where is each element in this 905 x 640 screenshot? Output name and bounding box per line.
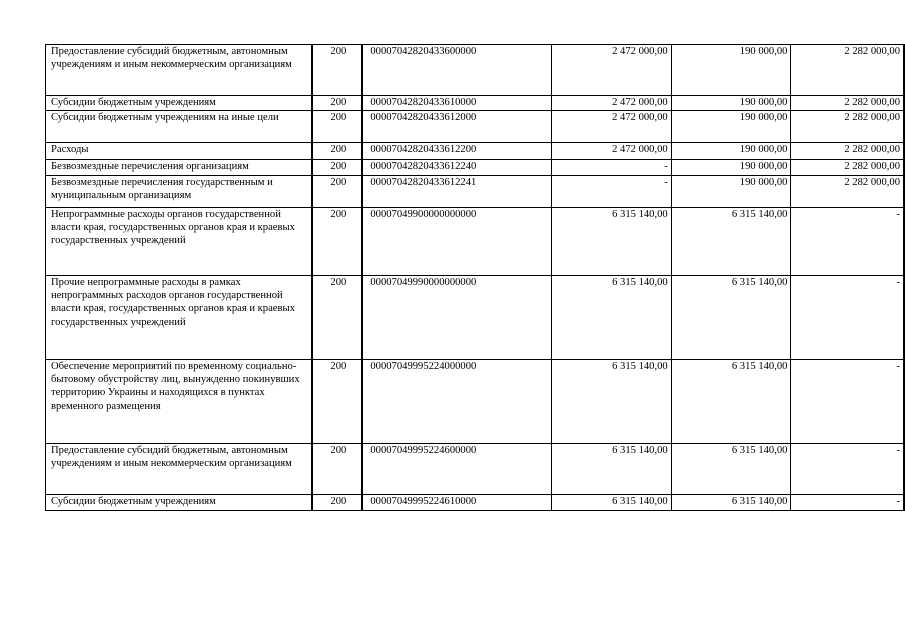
row-executed: 190 000,00 (671, 176, 791, 208)
row-approved: 2 472 000,00 (551, 143, 671, 160)
row-code: 200 (312, 495, 362, 511)
row-name: Прочие непрограммные расходы в рамках непрограммных расходов органов государственной власти края, государственных органов края и краевых государственных учреждений (46, 276, 313, 360)
row-code: 200 (312, 143, 362, 160)
row-executed: 190 000,00 (671, 45, 791, 96)
row-approved: 6 315 140,00 (551, 208, 671, 276)
row-name: Субсидии бюджетным учреждениям на иные цели (46, 111, 313, 143)
table-row (46, 276, 905, 360)
row-kbk: 00007042820433600000 (362, 45, 551, 96)
row-executed: 190 000,00 (671, 96, 791, 111)
row-code: 200 (312, 276, 362, 360)
table-row (46, 45, 905, 96)
row-unexecuted: 2 282 000,00 (791, 143, 904, 160)
row-name: Непрограммные расходы органов государственной власти края, государственных органов края и краевых государственных учреждений (46, 208, 313, 276)
row-name: Обеспечение мероприятий по временному социально-бытовому обустройству лиц, вынужденно покинувших территорию Украины и находящихся в пунктах временного размещения (46, 360, 313, 444)
row-code: 200 (312, 111, 362, 143)
row-unexecuted: 2 282 000,00 (791, 176, 904, 208)
row-executed: 6 315 140,00 (671, 276, 791, 360)
row-name: Субсидии бюджетным учреждениям (46, 495, 313, 511)
budget-execution-table (45, 44, 905, 511)
row-unexecuted: - (791, 444, 904, 495)
row-executed: 6 315 140,00 (671, 444, 791, 495)
row-kbk: 00007049990000000000 (362, 276, 551, 360)
row-code: 200 (312, 208, 362, 276)
table-row (46, 160, 905, 176)
row-unexecuted: 2 282 000,00 (791, 45, 904, 96)
row-kbk: 00007042820433612240 (362, 160, 551, 176)
row-code: 200 (312, 176, 362, 208)
row-unexecuted: - (791, 495, 904, 511)
row-name: Предоставление субсидий бюджетным, автономным учреждениям и иным некоммерческим организациям (46, 444, 313, 495)
row-unexecuted: - (791, 360, 904, 444)
row-approved: 6 315 140,00 (551, 444, 671, 495)
row-kbk: 00007042820433612200 (362, 143, 551, 160)
row-unexecuted: 2 282 000,00 (791, 111, 904, 143)
row-kbk: 00007049995224000000 (362, 360, 551, 444)
row-executed: 190 000,00 (671, 111, 791, 143)
row-kbk: 00007049995224600000 (362, 444, 551, 495)
table-body (46, 45, 905, 511)
row-kbk: 00007049995224610000 (362, 495, 551, 511)
table-row (46, 444, 905, 495)
row-name: Безвозмездные перечисления государственным и муниципальным организациям (46, 176, 313, 208)
table-row (46, 360, 905, 444)
table-row (46, 111, 905, 143)
row-code: 200 (312, 444, 362, 495)
row-unexecuted: - (791, 208, 904, 276)
row-unexecuted: 2 282 000,00 (791, 160, 904, 176)
row-executed: 190 000,00 (671, 143, 791, 160)
table-row (46, 143, 905, 160)
row-approved: 2 472 000,00 (551, 111, 671, 143)
row-name: Субсидии бюджетным учреждениям (46, 96, 313, 111)
table-row (46, 176, 905, 208)
row-code: 200 (312, 160, 362, 176)
row-unexecuted: - (791, 276, 904, 360)
row-approved: 6 315 140,00 (551, 276, 671, 360)
row-approved: 2 472 000,00 (551, 96, 671, 111)
row-approved: 6 315 140,00 (551, 360, 671, 444)
row-code: 200 (312, 96, 362, 111)
row-executed: 6 315 140,00 (671, 360, 791, 444)
row-approved: - (551, 176, 671, 208)
table-row (46, 495, 905, 511)
row-code: 200 (312, 360, 362, 444)
row-approved: 6 315 140,00 (551, 495, 671, 511)
row-kbk: 00007042820433610000 (362, 96, 551, 111)
row-approved: - (551, 160, 671, 176)
row-name: Расходы (46, 143, 313, 160)
row-kbk: 00007042820433612241 (362, 176, 551, 208)
row-name: Безвозмездные перечисления организациям (46, 160, 313, 176)
row-approved: 2 472 000,00 (551, 45, 671, 96)
table-row (46, 96, 905, 111)
row-executed: 190 000,00 (671, 160, 791, 176)
row-kbk: 00007049900000000000 (362, 208, 551, 276)
row-unexecuted: 2 282 000,00 (791, 96, 904, 111)
row-kbk: 00007042820433612000 (362, 111, 551, 143)
row-code: 200 (312, 45, 362, 96)
table-row (46, 208, 905, 276)
row-executed: 6 315 140,00 (671, 495, 791, 511)
row-executed: 6 315 140,00 (671, 208, 791, 276)
row-name: Предоставление субсидий бюджетным, автономным учреждениям и иным некоммерческим организациям (46, 45, 313, 96)
